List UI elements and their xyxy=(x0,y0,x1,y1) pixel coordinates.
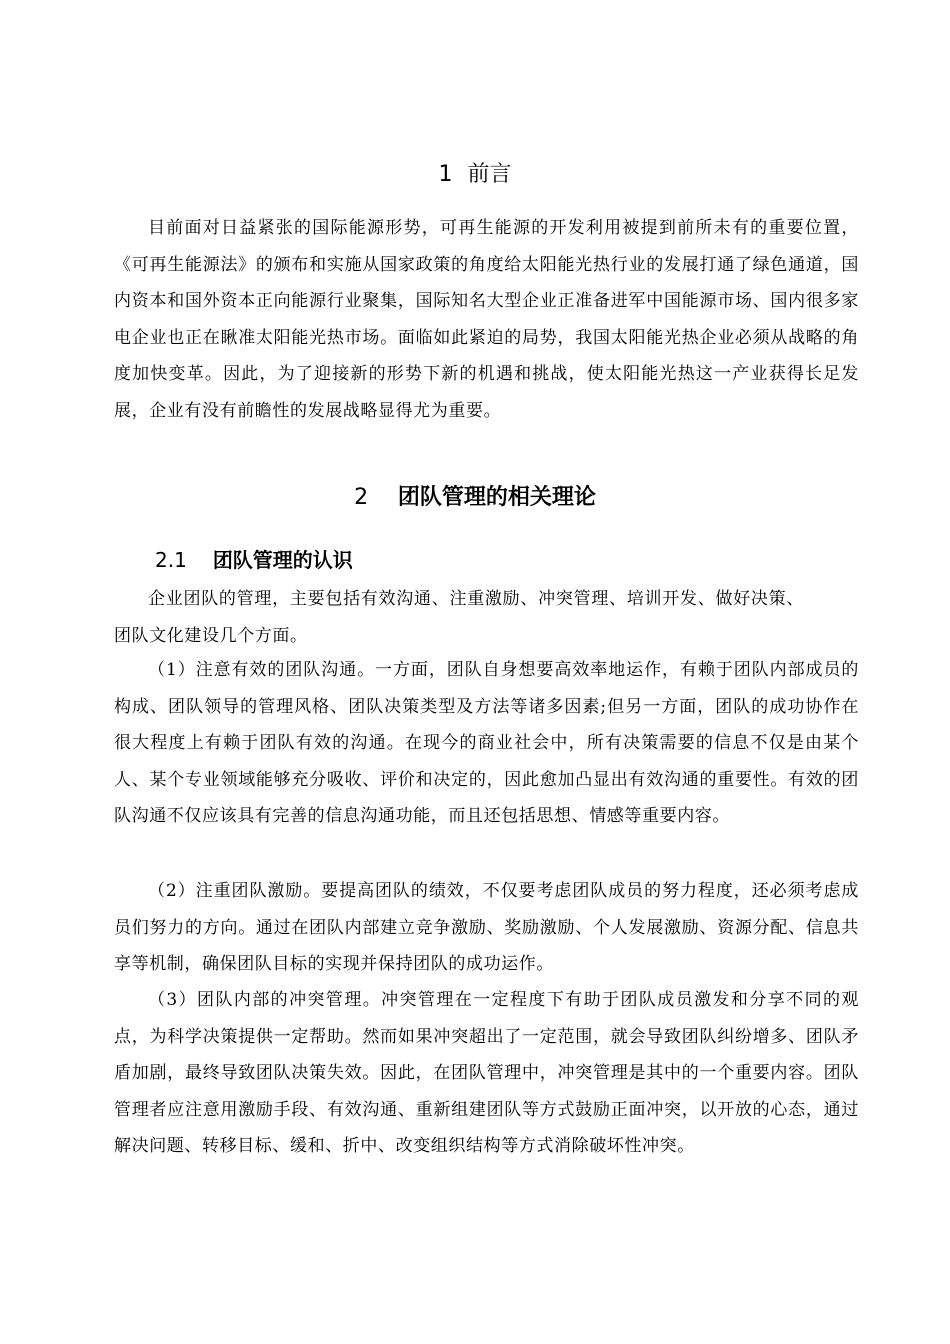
section-2-heading xyxy=(0,483,950,513)
recognition-intro: 企业团队的管理，主要包括有效沟通、注重激励、冲突管理、培训开发、做好决策、团队文化建设几个方面。 xyxy=(114,589,804,646)
section-2-1-number: 2.1 xyxy=(155,548,187,572)
section-2-1-title: 团队管理的认识 xyxy=(212,548,353,572)
section-2-title: 团队管理的相关理论 xyxy=(397,485,596,510)
section-2-number: 2 xyxy=(354,485,369,510)
recognition-item-3: （3）团队内部的冲突管理。冲突管理在一定程度下有助于团队成员激发和分享不同的观点，为科学决策提供一定帮助。然而如果冲突超出了一定范围，就会导致团队纠纷增多、团队矛盾加剧，最终导致团队决策失效。因此，在团队管理中，冲突管理是其中的一个重要内容。团队管理者应注意用激励手段、有效沟通、重新组建团队等方式鼓励正面冲突，以开放的心态，通过解决问题、转移目标、缓和、折中、改变组织结构等方式消除破坏性冲突。 xyxy=(114,990,859,1156)
section-2-1-heading xyxy=(155,546,353,574)
recognition-item-2: （2）注重团队激励。要提高团队的绩效，不仅要考虑团队成员的努力程度，还必须考虑成员们努力的方向。通过在团队内部建立竞争激励、奖励激励、个人发展激励、资源分配、信息共享等机制，确保团队目标的实现并保持团队的成功运作。 xyxy=(114,881,859,974)
preface-paragraph: 目前面对日益紧张的国际能源形势，可再生能源的开发利用被提到前所未有的重要位置，《可再生能源法》的颁布和实施从国家政策的角度给太阳能光热行业的发展打通了绿色通道，国内资本和国外资本正向能源行业聚集，国际知名大型企业正准备进军中国能源市场、国内很多家电企业也正在瞅准太阳能光热市场。面临如此紧迫的局势，我国太阳能光热企业必须从战略的角度加快变革。因此，为了迎接新的形势下新的机遇和挑战，使太阳能光热这一产业获得长足发展，企业有没有前瞻性的发展战略显得尤为重要。 xyxy=(114,218,859,421)
section-1-heading xyxy=(0,160,950,190)
recognition-item-1: （1）注意有效的团队沟通。一方面，团队自身想要高效率地运作，有赖于团队内部成员的构成、团队领导的管理风格、团队决策类型及方法等诸多因素;但另一方面，团队的成功协作在很大程度上有赖于团队有效的沟通。在现今的商业社会中，所有决策需要的信息不仅是由某个人、某个专业领域能够充分吸收、评价和决定的，因此愈加凸显出有效沟通的重要性。有效的团队沟通不仅应该具有完善的信息沟通功能，而且还包括思想、情感等重要内容。 xyxy=(114,660,859,826)
section-1-number: 1 xyxy=(438,162,453,187)
section-1-title: 前言 xyxy=(467,162,512,187)
